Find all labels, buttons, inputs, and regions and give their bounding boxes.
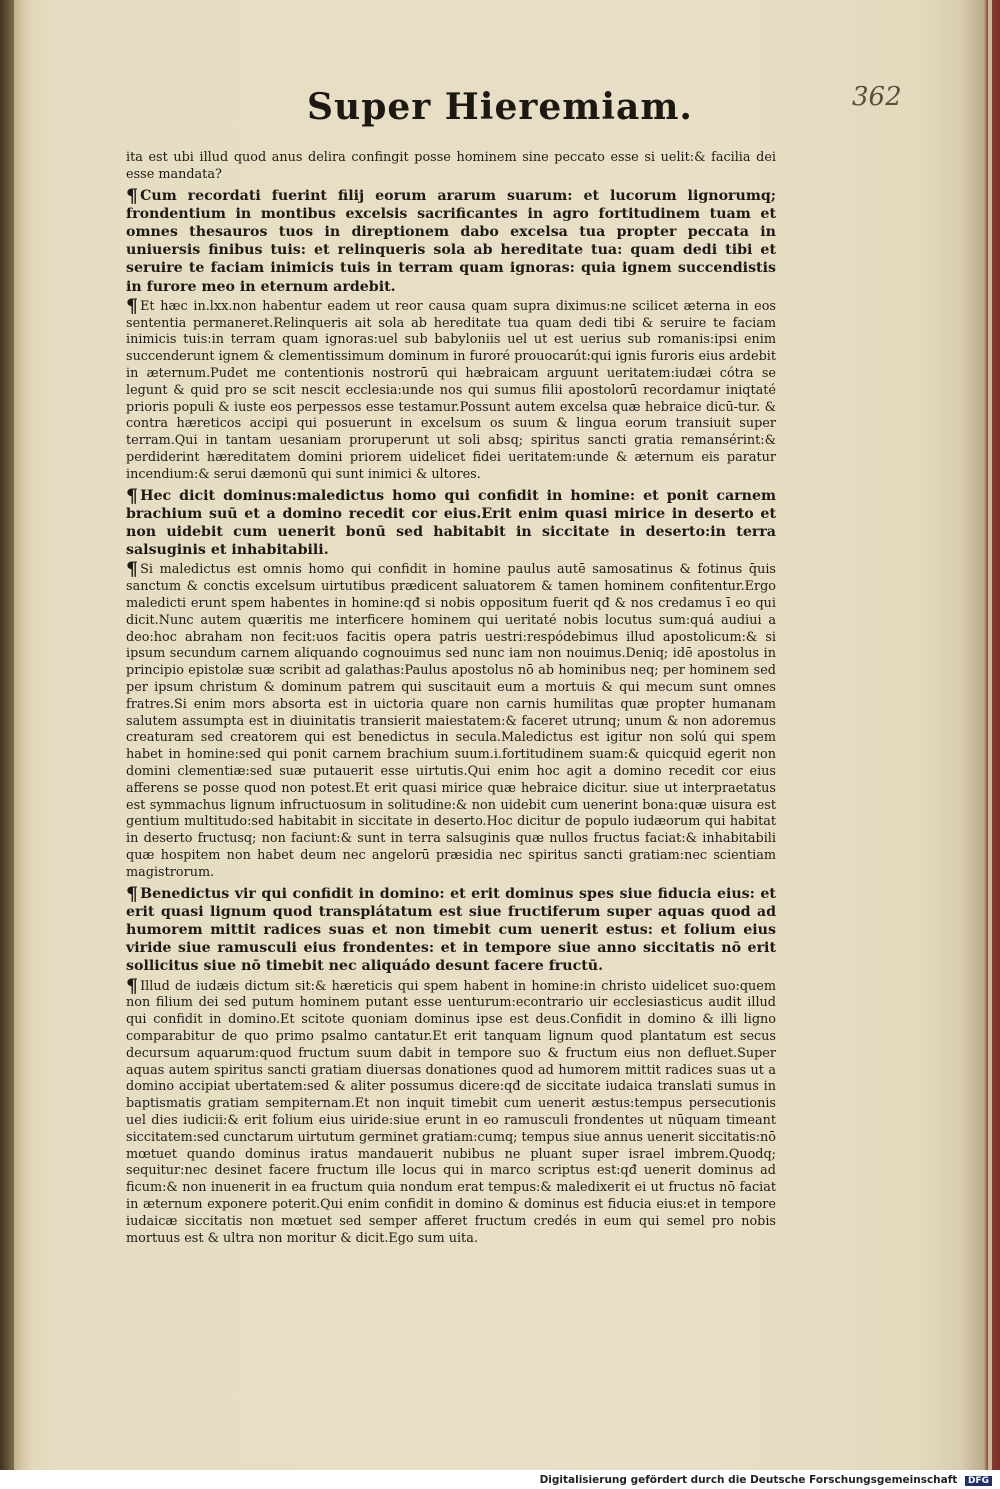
paragraph-1 bbox=[126, 150, 776, 184]
page-edge bbox=[988, 0, 992, 1489]
pilcrow-icon: ¶ bbox=[126, 294, 139, 317]
pilcrow-icon: ¶ bbox=[126, 558, 139, 581]
pilcrow-icon: ¶ bbox=[126, 484, 139, 507]
paragraph-text: Illud de iudæis dictum sit:& hæreticis qui spem habent in homine:in christo uidelicet suo:quem non filium dei sed putum hominem putant esse uenturum:econtrario uir ecclesiasticus audit illud qui confidit in domino.Et scitote quoniam dominus ipse est deus.Confidit in domino & illi ligno comparabitur de quo primo psalmo cantatur.Et erit tanquam lignum quod plantatum est secus decursum aquarum:quod fructum suum dabit in tempore suo & fructum eius non defluet.Super aquas autem spiritus sancti gratiam diuersas donationes quod ad humorem mittit radices suas ut a domino accipiat ubertatem:sed & aliter possumus dicere:qđ de siccitate iudaica translati sumus in baptismatis gratiam sempiternam.Et non inquit timebit cum uenerit æstus:tempus persecutionis uel dies iudicii:& erit folium eius uiride:siue erunt in eo ramusculi frondentes ut nūquam timeant siccitatem:sed cunctarum uirtutum germinet gratiam:cumq; tempus siue annus uenerit siccitatis:nō mœtuet quando dominus iratus mandauerit nubibus ne pluant super israel imbrem.Quodq; sequitur:nec desinet facere fructum ille locus qui in marco scriptus est:qđ uenerit dominus ad ficum:& non inuenerit in ea fructum quia nondum erat tempus:& maledixerit ei ut fructus nō faciat in æternum exponere poterit.Qui enim confidit in domino & dominus est fiducia eius:et in tempore iudaicæ siccitatis non mœtuet sed semper afferet fructum credés in eum qui semel pro nobis mortuus est & ultra non moritur & dicit.Ego sum uita. bbox=[126, 978, 776, 1246]
paragraph-2 bbox=[126, 184, 776, 296]
paragraph-text: Hec dicit dominus:maledictus homo qui confidit in homine: et ponit carnem brachium suū et a domino recedit cor eius.Erit enim quasi mirice in deserto et non uidebit cum uenerit bonū sed habitabit in siccitate in deserto:in terra salsuginis et inhabitabili. bbox=[126, 487, 776, 559]
paragraph-text: Si maledictus est omnis homo qui confidit in homine paulus autē samosatinus & fotinus q̄uis sanctum & conctis excelsum uirtutibus prædicent saluatorem & tamen hominem confitentur.Ergo maledicti erunt spem habentes in homine:qđ si nobis oppositum fuerit qđ & nos credamus ī eo qui dicit.Nunc autem quæritis me interficere hominem qui ueritaté nobis locutus sum:quá audiui a deo:hoc abraham non fecit:uos facitis opera patris uestri:respódebimus illud apostolicum:& si ipsum secundum carnem aliquando cognouimus sed nunc iam non nouimus.Deniq; idē apostolus in principio epistolæ suæ scribit ad galathas:Paulus apostolus nō ab hominibus neq; per hominem sed per ipsum christum & dominum patrem qui suscitauit eum a mortuis & qui mecum sunt omnes fratres.Si enim mors absorta est in uictoria quare non carnis humilitas quæ propter humanam salutem assumpta est in diuinitatis transierit maiestatem:& faceret utrunq; unum & non adoremus creaturam sed creatorem qui est benedictus in secula.Maledictus est igitur non solú qui spem habet in homine:sed qui ponit carnem brachium suum.i.fortitudinem suam:& quicquid egerit non domini clementiæ:sed suæ putauerit esse uirtutis.Qui enim hoc agit a domino recedit cor eius afferens se posse quod non potest.Et erit quasi mirice quæ hebraice dicitur. siue ut interpraetatus est symmachus lignum infructuosum in solitudine:& non uidebit cum uenerint bona:quæ uisura est gentium multitudo:sed habitabit in siccitate in deserto.Hoc dicitur de populo iudæorum qui habitat in deserto fructusq; non faciunt:& sunt in terra salsuginis quæ nullos fructus faciat:& inhabitabili quæ hospitem non habet deum nec angelorū præsidia nec spiritus sancti gratiam:nec scientiam magistrorum. bbox=[126, 562, 776, 880]
pilcrow-icon: ¶ bbox=[126, 974, 139, 997]
paragraph-text: Cum recordati fuerint filij eorum ararum suarum: et lucorum lignorumq; frondentium in montibus excelsis sacrificantes in agro fortitudinem tuam et omnes thesauros tuos in direptionem dabo excelsa tua propter peccata in uniuersis finibus tuis: et relinqueris sola ab hereditate tua: quam dedi tibi et seruire te faciam inimicis tuis in terram quam ignoras: quia ignem succendistis in furore meo in eternum ardebit. bbox=[126, 187, 776, 295]
paragraph-5 bbox=[126, 558, 776, 881]
paragraph-text: Et hæc in.lxx.non habentur eadem ut reor causa quam supra diximus:ne scilicet æterna in eos sententia permaneret.Relinqueris ait sola ab hereditate tua quam dedi tibi & seruire te faciam inimicis tuis:in terram quam ignoras:uel sub babyloniis uel ut est uerius sub romanis:ipsi enim succenderunt ignem & clementissimum dominum in furoré prouocarút:qui ignis furoris eius ardebit in æternum.Pudet me contentionis nostrorū qui hæbraicam arguunt ueritatem:iudæi cótra se legunt & quid pro se scit nescit ecclesia:unde nos qui sumus filii apostolorū recordamur iniqtaté prioris populi & iuste eos perpessos esse testamur.Possunt autem excelsa quæ hebraice dicū-tur. & contra hæreticos accipi qui posuerunt in excelsum os suum & lingua eorum transiuit super terram.Qui in tantam uesaniam proruperunt ut soli absq; spiritus sancti gratia remansérint:& perdiderint hæreditatem domini priorem uidelicet fidei ueritatem:unde & æternum eis paratur incendium:& serui dæmonū qui sunt inimici & ultores. bbox=[126, 298, 776, 482]
paragraph-3 bbox=[126, 294, 776, 484]
credit-text: Digitalisierung gefördert durch die Deutsche Forschungsgemeinschaft bbox=[539, 1474, 958, 1486]
folio-number: 362 bbox=[852, 82, 902, 112]
pilcrow-icon: ¶ bbox=[126, 882, 139, 905]
paragraph-4 bbox=[126, 484, 776, 560]
paragraph-text: ita est ubi illud quod anus delira confingit posse hominem sine peccato esse si uelit:& facilia dei esse mandata? bbox=[126, 150, 776, 182]
pilcrow-icon: ¶ bbox=[126, 184, 139, 207]
digitization-credit bbox=[540, 1474, 992, 1486]
running-head: Super Hieremiam. bbox=[307, 86, 693, 128]
book-gutter-shadow bbox=[0, 0, 14, 1489]
paragraph-text: Benedictus vir qui confidit in domino: et erit dominus spes siue fiducia eius: et erit quasi lignum quod transplátatum est siue fructiferum super aquas quod ad humorem mittit radices suas et non timebit cum uenerit estus: et folium eius viride siue ramusculi eius frondentes: et in tempore siue anno siccitatis nō erit sollicitus siue nō timebit nec aliquádo desunt facere fructū. bbox=[126, 885, 776, 975]
dfg-logo: DFG bbox=[965, 1476, 992, 1486]
text-column bbox=[126, 150, 776, 1250]
paragraph-7 bbox=[126, 974, 776, 1248]
paragraph-6 bbox=[126, 882, 776, 976]
